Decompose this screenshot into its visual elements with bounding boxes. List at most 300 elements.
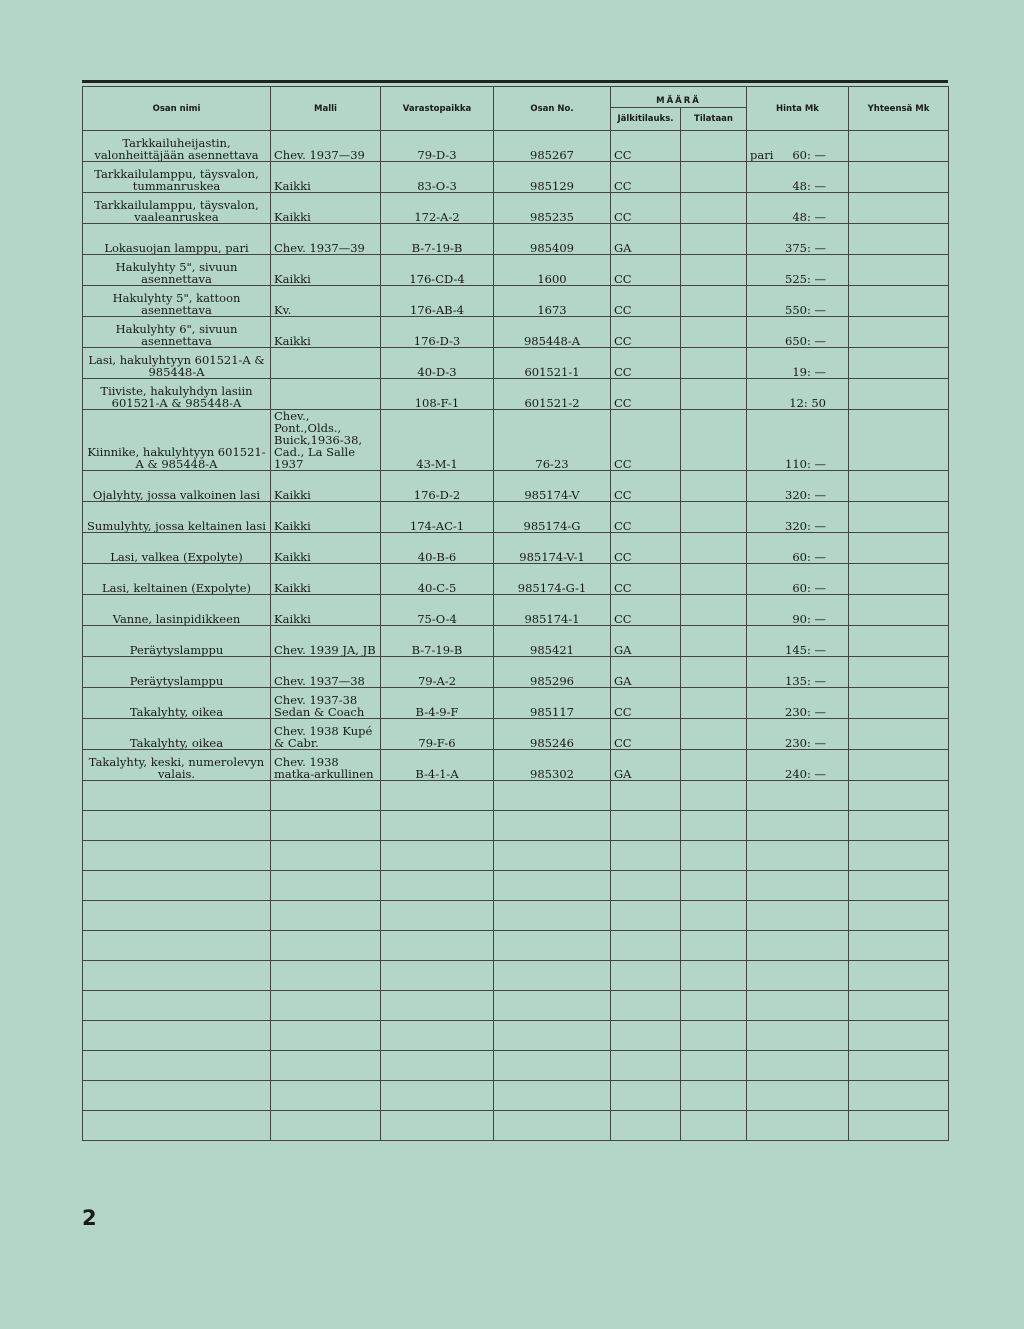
part-number-text: 985409 bbox=[530, 241, 574, 255]
price bbox=[747, 193, 849, 224]
empty-cell[interactable] bbox=[611, 1051, 681, 1081]
table-row bbox=[83, 348, 949, 379]
price-text: 145: — bbox=[785, 643, 826, 657]
total-input[interactable] bbox=[849, 255, 949, 286]
backorder-code bbox=[611, 255, 681, 286]
order-quantity-input[interactable] bbox=[681, 564, 747, 595]
model bbox=[271, 750, 381, 781]
empty-cell[interactable] bbox=[747, 1081, 849, 1111]
storage-location bbox=[381, 688, 494, 719]
part-name-text: Vanne, lasinpidikkeen bbox=[112, 612, 241, 626]
order-quantity-input[interactable] bbox=[681, 131, 747, 162]
total-input[interactable] bbox=[849, 657, 949, 688]
backorder-code-text: CC bbox=[614, 705, 632, 719]
empty-cell[interactable] bbox=[681, 1021, 747, 1051]
part-number bbox=[494, 410, 611, 471]
page-number: 2 bbox=[82, 1206, 97, 1230]
empty-cell[interactable] bbox=[83, 931, 271, 961]
part-number-text: 1673 bbox=[537, 303, 567, 317]
backorder-code-text: CC bbox=[614, 612, 632, 626]
storage-location bbox=[381, 379, 494, 410]
empty-cell[interactable] bbox=[611, 991, 681, 1021]
backorder-code-text: CC bbox=[614, 272, 632, 286]
order-quantity-input[interactable] bbox=[681, 379, 747, 410]
storage-location-text: 174-AC-1 bbox=[409, 519, 465, 533]
empty-cell[interactable] bbox=[494, 961, 611, 991]
storage-location-text: 40-B-6 bbox=[417, 550, 457, 564]
empty-cell[interactable] bbox=[747, 1111, 849, 1141]
order-quantity-input[interactable] bbox=[681, 533, 747, 564]
header-location: Varastopaikka bbox=[381, 87, 494, 131]
price-text: 12: 50 bbox=[789, 396, 826, 410]
model bbox=[271, 131, 381, 162]
empty-cell[interactable] bbox=[494, 1111, 611, 1141]
empty-cell[interactable] bbox=[494, 931, 611, 961]
part-name bbox=[83, 471, 271, 502]
storage-location-text: 83-O-3 bbox=[417, 179, 457, 193]
empty-cell[interactable] bbox=[849, 1081, 949, 1111]
price-text: 525: — bbox=[785, 272, 826, 286]
part-name bbox=[83, 657, 271, 688]
storage-location bbox=[381, 286, 494, 317]
table-row bbox=[83, 255, 949, 286]
part-name bbox=[83, 750, 271, 781]
empty-cell[interactable] bbox=[849, 1051, 949, 1081]
backorder-code-text: GA bbox=[614, 643, 632, 657]
part-name-text: Kiinnike, hakulyhtyyn 601521-A & 985448-A bbox=[87, 445, 266, 471]
part-number-text: 985246 bbox=[530, 736, 574, 750]
order-quantity-input[interactable] bbox=[681, 224, 747, 255]
empty-cell[interactable] bbox=[611, 1081, 681, 1111]
storage-location-text: 79-D-3 bbox=[417, 148, 457, 162]
empty-row bbox=[83, 871, 949, 901]
model-text: Kaikki bbox=[274, 488, 311, 502]
part-name-text: Hakulyhty 6", sivuun asennettava bbox=[115, 322, 238, 348]
empty-cell[interactable] bbox=[381, 1021, 494, 1051]
model-text: Kaikki bbox=[274, 272, 311, 286]
model bbox=[271, 471, 381, 502]
part-name bbox=[83, 193, 271, 224]
part-number bbox=[494, 224, 611, 255]
empty-row bbox=[83, 1111, 949, 1141]
order-quantity-input[interactable] bbox=[681, 255, 747, 286]
empty-cell[interactable] bbox=[381, 961, 494, 991]
backorder-code-text: CC bbox=[614, 581, 632, 595]
empty-cell[interactable] bbox=[271, 1081, 381, 1111]
total-input[interactable] bbox=[849, 750, 949, 781]
backorder-code bbox=[611, 502, 681, 533]
part-name-text: Takalyhty, keski, numerolevyn valais. bbox=[88, 755, 265, 781]
header-row bbox=[83, 87, 949, 108]
backorder-code bbox=[611, 471, 681, 502]
backorder-code bbox=[611, 317, 681, 348]
part-name bbox=[83, 286, 271, 317]
empty-cell[interactable] bbox=[747, 781, 849, 811]
table-row bbox=[83, 286, 949, 317]
model-text: Chev. 1937-38 Sedan & Coach bbox=[274, 693, 365, 719]
price-text: 550: — bbox=[785, 303, 826, 317]
order-quantity-input[interactable] bbox=[681, 286, 747, 317]
empty-cell[interactable] bbox=[681, 811, 747, 841]
order-quantity-input[interactable] bbox=[681, 688, 747, 719]
total-input[interactable] bbox=[849, 564, 949, 595]
empty-cell[interactable] bbox=[494, 1021, 611, 1051]
empty-cell[interactable] bbox=[381, 991, 494, 1021]
backorder-code-text: CC bbox=[614, 519, 632, 533]
empty-cell[interactable] bbox=[747, 991, 849, 1021]
total-input[interactable] bbox=[849, 224, 949, 255]
model bbox=[271, 564, 381, 595]
total-input[interactable] bbox=[849, 317, 949, 348]
part-number-text: 985296 bbox=[530, 674, 574, 688]
part-name bbox=[83, 410, 271, 471]
empty-cell[interactable] bbox=[83, 991, 271, 1021]
empty-cell[interactable] bbox=[681, 1111, 747, 1141]
table-row bbox=[83, 657, 949, 688]
part-number bbox=[494, 688, 611, 719]
order-quantity-input[interactable] bbox=[681, 719, 747, 750]
empty-cell[interactable] bbox=[271, 1021, 381, 1051]
empty-cell[interactable] bbox=[849, 1021, 949, 1051]
empty-cell[interactable] bbox=[83, 1021, 271, 1051]
header-total: Yhteensä Mk bbox=[849, 87, 949, 131]
storage-location bbox=[381, 471, 494, 502]
model-text: Chev., Pont.,Olds., Buick,1936-38, Cad., La Salle 1937 bbox=[274, 409, 363, 471]
order-quantity-input[interactable] bbox=[681, 471, 747, 502]
part-number bbox=[494, 131, 611, 162]
empty-cell[interactable] bbox=[747, 931, 849, 961]
table-row bbox=[83, 471, 949, 502]
storage-location bbox=[381, 626, 494, 657]
total-input[interactable] bbox=[849, 688, 949, 719]
empty-cell[interactable] bbox=[381, 871, 494, 901]
empty-row bbox=[83, 1051, 949, 1081]
price-text: 48: — bbox=[792, 210, 826, 224]
price bbox=[747, 750, 849, 781]
empty-cell[interactable] bbox=[381, 1081, 494, 1111]
model bbox=[271, 626, 381, 657]
header-name: Osan nimi bbox=[83, 87, 271, 131]
empty-cell[interactable] bbox=[494, 781, 611, 811]
empty-cell[interactable] bbox=[681, 871, 747, 901]
empty-cell[interactable] bbox=[271, 871, 381, 901]
empty-cell[interactable] bbox=[271, 961, 381, 991]
table-body bbox=[83, 131, 949, 1141]
model bbox=[271, 379, 381, 410]
order-quantity-input[interactable] bbox=[681, 410, 747, 471]
part-number bbox=[494, 255, 611, 286]
backorder-code bbox=[611, 410, 681, 471]
total-input[interactable] bbox=[849, 533, 949, 564]
empty-cell[interactable] bbox=[747, 811, 849, 841]
empty-cell[interactable] bbox=[381, 931, 494, 961]
order-quantity-input[interactable] bbox=[681, 193, 747, 224]
empty-cell[interactable] bbox=[849, 961, 949, 991]
table-row bbox=[83, 750, 949, 781]
part-name bbox=[83, 317, 271, 348]
price-text: 19: — bbox=[792, 365, 826, 379]
part-name bbox=[83, 379, 271, 410]
total-input[interactable] bbox=[849, 471, 949, 502]
table-row bbox=[83, 502, 949, 533]
empty-cell[interactable] bbox=[611, 781, 681, 811]
empty-cell[interactable] bbox=[611, 931, 681, 961]
backorder-code bbox=[611, 657, 681, 688]
part-number bbox=[494, 348, 611, 379]
backorder-code bbox=[611, 750, 681, 781]
order-quantity-input[interactable] bbox=[681, 348, 747, 379]
empty-cell[interactable] bbox=[494, 841, 611, 871]
empty-cell[interactable] bbox=[83, 1111, 271, 1141]
empty-cell[interactable] bbox=[271, 841, 381, 871]
part-number bbox=[494, 317, 611, 348]
backorder-code-text: CC bbox=[614, 179, 632, 193]
backorder-code-text: CC bbox=[614, 334, 632, 348]
empty-row bbox=[83, 781, 949, 811]
part-number bbox=[494, 595, 611, 626]
storage-location-text: 176-D-2 bbox=[413, 488, 461, 502]
header-part-no: Osan No. bbox=[494, 87, 611, 131]
empty-cell[interactable] bbox=[849, 1111, 949, 1141]
storage-location bbox=[381, 533, 494, 564]
order-quantity-input[interactable] bbox=[681, 626, 747, 657]
model bbox=[271, 410, 381, 471]
empty-cell[interactable] bbox=[681, 901, 747, 931]
empty-cell[interactable] bbox=[494, 901, 611, 931]
part-name bbox=[83, 224, 271, 255]
part-number-text: 985174-V-1 bbox=[519, 550, 585, 564]
empty-cell[interactable] bbox=[747, 841, 849, 871]
total-input[interactable] bbox=[849, 379, 949, 410]
part-name-text: Peräytyslamppu bbox=[129, 643, 224, 657]
empty-cell[interactable] bbox=[494, 991, 611, 1021]
storage-location bbox=[381, 564, 494, 595]
part-number-text: 985302 bbox=[530, 767, 574, 781]
empty-cell[interactable] bbox=[747, 961, 849, 991]
price-prefix: pari bbox=[750, 148, 774, 162]
empty-cell[interactable] bbox=[611, 901, 681, 931]
price bbox=[747, 317, 849, 348]
order-quantity-input[interactable] bbox=[681, 595, 747, 626]
empty-row bbox=[83, 991, 949, 1021]
backorder-code-text: CC bbox=[614, 488, 632, 502]
part-name bbox=[83, 533, 271, 564]
storage-location-text: 79-A-2 bbox=[417, 674, 457, 688]
storage-location-text: 108-F-1 bbox=[414, 396, 460, 410]
backorder-code-text: CC bbox=[614, 365, 632, 379]
backorder-code bbox=[611, 379, 681, 410]
price bbox=[747, 502, 849, 533]
price-text: 320: — bbox=[785, 488, 826, 502]
backorder-code bbox=[611, 595, 681, 626]
empty-cell[interactable] bbox=[611, 1021, 681, 1051]
model bbox=[271, 688, 381, 719]
empty-cell[interactable] bbox=[611, 871, 681, 901]
total-input[interactable] bbox=[849, 719, 949, 750]
empty-cell[interactable] bbox=[83, 961, 271, 991]
empty-cell[interactable] bbox=[681, 961, 747, 991]
empty-cell[interactable] bbox=[849, 901, 949, 931]
total-input[interactable] bbox=[849, 595, 949, 626]
empty-cell[interactable] bbox=[611, 841, 681, 871]
table-row bbox=[83, 379, 949, 410]
empty-cell[interactable] bbox=[849, 811, 949, 841]
total-input[interactable] bbox=[849, 410, 949, 471]
storage-location bbox=[381, 224, 494, 255]
empty-cell[interactable] bbox=[849, 781, 949, 811]
empty-cell[interactable] bbox=[381, 901, 494, 931]
storage-location-text: 79-F-6 bbox=[418, 736, 456, 750]
table-row bbox=[83, 595, 949, 626]
total-input[interactable] bbox=[849, 502, 949, 533]
empty-cell[interactable] bbox=[381, 841, 494, 871]
backorder-code-text: CC bbox=[614, 550, 632, 564]
empty-cell[interactable] bbox=[271, 781, 381, 811]
header-model: Malli bbox=[271, 87, 381, 131]
empty-cell[interactable] bbox=[849, 991, 949, 1021]
empty-cell[interactable] bbox=[83, 1051, 271, 1081]
empty-cell[interactable] bbox=[381, 1111, 494, 1141]
model bbox=[271, 162, 381, 193]
empty-cell[interactable] bbox=[611, 811, 681, 841]
empty-cell[interactable] bbox=[681, 1081, 747, 1111]
storage-location-text: B-4-1-A bbox=[415, 767, 459, 781]
empty-cell[interactable] bbox=[681, 1051, 747, 1081]
empty-cell[interactable] bbox=[747, 901, 849, 931]
price-text: 60: — bbox=[792, 581, 826, 595]
empty-cell[interactable] bbox=[271, 901, 381, 931]
empty-row bbox=[83, 811, 949, 841]
model-text: Chev. 1937—38 bbox=[274, 674, 365, 688]
part-number-text: 1600 bbox=[537, 272, 567, 286]
part-name-text: Sumulyhty, jossa keltainen lasi bbox=[87, 519, 266, 533]
empty-cell[interactable] bbox=[494, 1081, 611, 1111]
part-name bbox=[83, 162, 271, 193]
backorder-code bbox=[611, 626, 681, 657]
empty-cell[interactable] bbox=[849, 931, 949, 961]
model-text: Chev. 1938 matka-arkullinen bbox=[274, 755, 374, 781]
total-input[interactable] bbox=[849, 162, 949, 193]
empty-row bbox=[83, 931, 949, 961]
price-text: 135: — bbox=[785, 674, 826, 688]
storage-location-text: 176-D-3 bbox=[413, 334, 461, 348]
empty-cell[interactable] bbox=[747, 1051, 849, 1081]
empty-cell[interactable] bbox=[83, 841, 271, 871]
part-number-text: 601521-2 bbox=[524, 396, 580, 410]
empty-cell[interactable] bbox=[681, 991, 747, 1021]
model bbox=[271, 502, 381, 533]
empty-row bbox=[83, 961, 949, 991]
part-number-text: 985174-G bbox=[523, 519, 581, 533]
part-name-text: Takalyhty, oikea bbox=[129, 705, 224, 719]
empty-row bbox=[83, 1021, 949, 1051]
order-quantity-input[interactable] bbox=[681, 162, 747, 193]
total-input[interactable] bbox=[849, 286, 949, 317]
empty-cell[interactable] bbox=[494, 811, 611, 841]
empty-cell[interactable] bbox=[83, 901, 271, 931]
storage-location bbox=[381, 317, 494, 348]
model bbox=[271, 719, 381, 750]
total-input[interactable] bbox=[849, 193, 949, 224]
model-text: Kaikki bbox=[274, 210, 311, 224]
storage-location-text: 40-C-5 bbox=[417, 581, 457, 595]
storage-location-text: 176-AB-4 bbox=[409, 303, 464, 317]
storage-location bbox=[381, 193, 494, 224]
part-number-text: 985235 bbox=[530, 210, 574, 224]
header-order: Tilataan bbox=[681, 108, 747, 131]
price bbox=[747, 657, 849, 688]
empty-cell[interactable] bbox=[494, 1051, 611, 1081]
backorder-code bbox=[611, 131, 681, 162]
part-name-text: Ojalyhty, jossa valkoinen lasi bbox=[92, 488, 261, 502]
empty-cell[interactable] bbox=[747, 871, 849, 901]
empty-cell[interactable] bbox=[271, 811, 381, 841]
empty-cell[interactable] bbox=[83, 811, 271, 841]
model-text: Kaikki bbox=[274, 550, 311, 564]
order-quantity-input[interactable] bbox=[681, 502, 747, 533]
part-name bbox=[83, 719, 271, 750]
empty-cell[interactable] bbox=[271, 991, 381, 1021]
price-text: 375: — bbox=[785, 241, 826, 255]
price bbox=[747, 348, 849, 379]
table-row bbox=[83, 688, 949, 719]
empty-cell[interactable] bbox=[747, 1021, 849, 1051]
empty-cell[interactable] bbox=[849, 871, 949, 901]
order-quantity-input[interactable] bbox=[681, 317, 747, 348]
empty-cell[interactable] bbox=[381, 781, 494, 811]
part-name-text: Lokasuojan lamppu, pari bbox=[104, 241, 249, 255]
empty-cell[interactable] bbox=[681, 931, 747, 961]
empty-cell[interactable] bbox=[83, 871, 271, 901]
price-text: 230: — bbox=[785, 736, 826, 750]
backorder-code-text: GA bbox=[614, 241, 632, 255]
part-name-text: Tarkkailulamppu, täysvalon, vaaleanruskea bbox=[94, 198, 259, 224]
total-input[interactable] bbox=[849, 626, 949, 657]
backorder-code bbox=[611, 348, 681, 379]
empty-cell[interactable] bbox=[83, 1081, 271, 1111]
empty-cell[interactable] bbox=[271, 1051, 381, 1081]
table-row bbox=[83, 193, 949, 224]
empty-cell[interactable] bbox=[611, 1111, 681, 1141]
empty-cell[interactable] bbox=[681, 781, 747, 811]
empty-cell[interactable] bbox=[271, 1111, 381, 1141]
empty-cell[interactable] bbox=[83, 781, 271, 811]
total-input[interactable] bbox=[849, 131, 949, 162]
empty-cell[interactable] bbox=[849, 841, 949, 871]
total-input[interactable] bbox=[849, 348, 949, 379]
empty-cell[interactable] bbox=[611, 961, 681, 991]
backorder-code-text: CC bbox=[614, 210, 632, 224]
part-number-text: 985129 bbox=[530, 179, 574, 193]
empty-cell[interactable] bbox=[271, 931, 381, 961]
order-quantity-input[interactable] bbox=[681, 750, 747, 781]
price-text: 230: — bbox=[785, 705, 826, 719]
part-name bbox=[83, 502, 271, 533]
part-name-text: Lasi, hakulyhtyyn 601521-A & 985448-A bbox=[88, 353, 265, 379]
table-row bbox=[83, 131, 949, 162]
empty-cell[interactable] bbox=[381, 1051, 494, 1081]
order-quantity-input[interactable] bbox=[681, 657, 747, 688]
empty-cell[interactable] bbox=[494, 871, 611, 901]
header-quantity: MÄÄRÄ bbox=[611, 87, 747, 108]
table-row bbox=[83, 224, 949, 255]
empty-cell[interactable] bbox=[381, 811, 494, 841]
empty-cell[interactable] bbox=[681, 841, 747, 871]
table-row bbox=[83, 719, 949, 750]
price-text: 650: — bbox=[785, 334, 826, 348]
price-text: 48: — bbox=[792, 179, 826, 193]
storage-location bbox=[381, 131, 494, 162]
